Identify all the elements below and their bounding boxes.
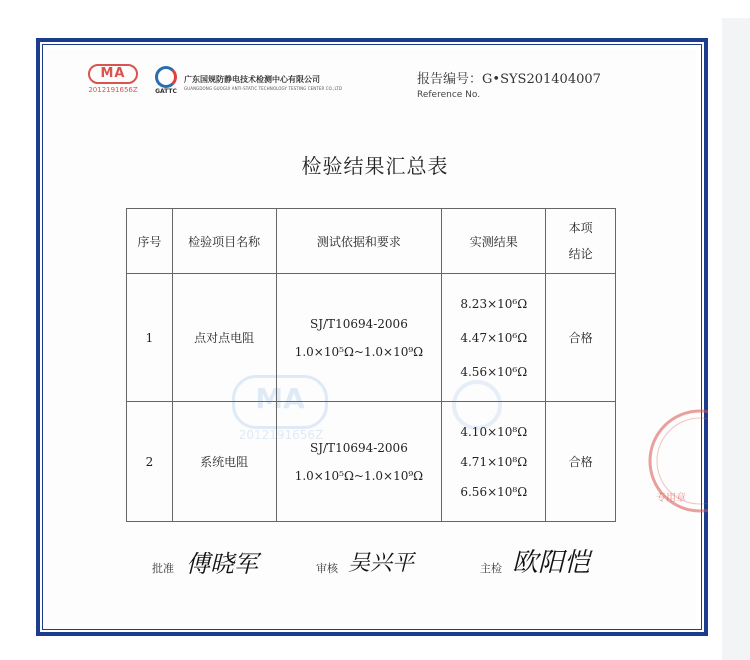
official-seal	[638, 405, 708, 517]
header-conclusion	[546, 209, 616, 274]
cma-mark: MA	[88, 64, 138, 84]
row-no: 2	[127, 402, 173, 522]
row-conclusion: 合格	[546, 274, 616, 402]
seal-inner-ring	[657, 418, 708, 504]
result-value: 4.10×10⁸Ω	[460, 424, 528, 439]
header-conclusion-line1: 本项	[568, 221, 593, 235]
row-standard: SJ/T10694-2006	[309, 440, 408, 455]
table-header-row	[127, 209, 616, 274]
row-requirement: 1.0×10⁵Ω~1.0×10⁹Ω	[294, 344, 424, 359]
row-results	[442, 274, 546, 402]
main-inspector-signature: 欧阳恺	[512, 548, 591, 578]
row-standard: SJ/T10694-2006	[309, 316, 408, 331]
cma-watermark: MA	[232, 375, 328, 429]
review-signature: 吴兴平	[348, 551, 415, 576]
row-item: 点对点电阻	[172, 274, 276, 402]
main-inspector-label: 主检	[480, 562, 502, 575]
seal-text: 专用章	[656, 493, 686, 504]
report-number-value: G•SYS201404007	[482, 72, 601, 87]
document-title: 检验结果汇总表	[301, 154, 449, 178]
header-result: 实测结果	[442, 209, 546, 274]
result-value: 8.23×10⁶Ω	[460, 296, 528, 311]
result-value: 4.56×10⁶Ω	[460, 364, 528, 379]
review-label: 审核	[316, 562, 338, 575]
header-item: 检验项目名称	[172, 209, 276, 274]
org-name-cn: 广东国规防静电技术检测中心有限公司	[184, 75, 320, 84]
gattc-logo	[152, 66, 180, 100]
header-conclusion-line2: 结论	[568, 247, 593, 261]
table-row	[127, 274, 616, 402]
organization-name	[184, 74, 342, 91]
row-results	[442, 402, 546, 522]
row-basis	[276, 274, 442, 402]
cma-logo	[88, 64, 138, 100]
row-conclusion: 合格	[546, 402, 616, 522]
row-requirement: 1.0×10⁵Ω~1.0×10⁹Ω	[294, 468, 424, 483]
org-name-en: GUANGDONG GUOGUI ANTI-STATIC TECHNOLOGY TESTING CENTER CO.,LTD	[184, 86, 342, 91]
report-number	[417, 68, 601, 100]
right-side-strip	[722, 18, 750, 660]
row-basis	[276, 402, 442, 522]
cma-watermark-number: 2012191656Z	[238, 428, 324, 442]
approve-signature: 傅晓军	[186, 550, 258, 578]
result-value: 6.56×10⁸Ω	[460, 484, 528, 499]
row-no: 1	[127, 274, 173, 402]
header-basis: 测试依据和要求	[276, 209, 442, 274]
cma-number: 2012191656Z	[88, 86, 138, 94]
gattc-ring-icon	[155, 66, 177, 88]
result-value: 4.71×10⁸Ω	[460, 454, 528, 469]
results-table	[126, 208, 616, 522]
result-value: 4.47×10⁶Ω	[460, 330, 528, 345]
approve-label: 批准	[152, 562, 174, 575]
gattc-abbr: GATTC	[155, 88, 177, 95]
table-row	[127, 402, 616, 522]
report-number-en: Reference No.	[417, 90, 481, 100]
header-no: 序号	[127, 209, 173, 274]
row-item: 系统电阻	[172, 402, 276, 522]
report-number-label: 报告编号：	[417, 72, 483, 87]
